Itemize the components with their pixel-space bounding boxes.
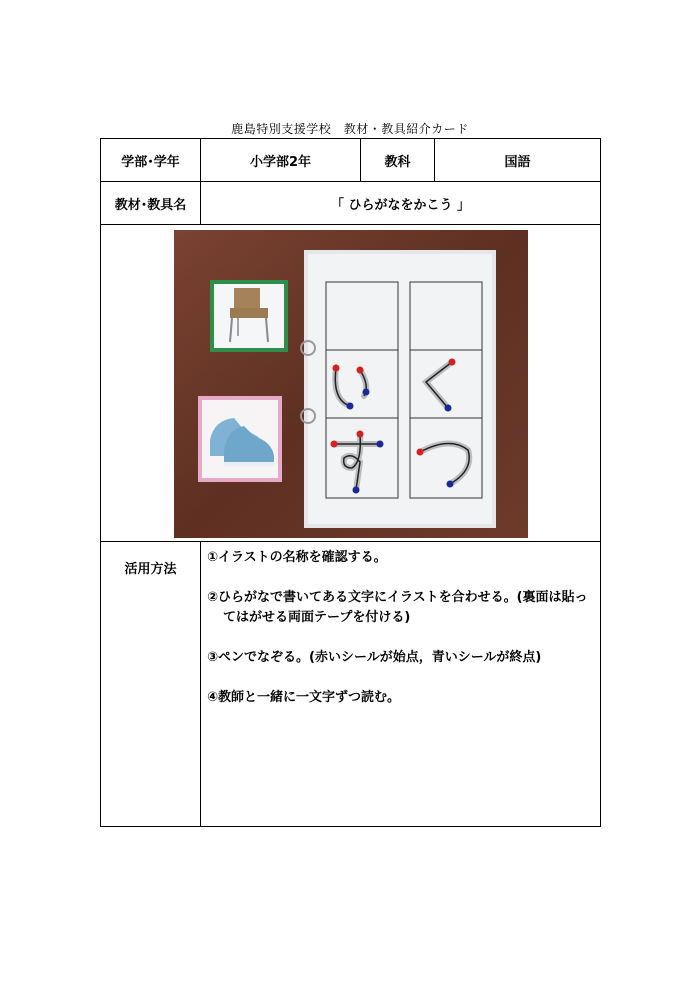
hiragana-tracing-binder-icon bbox=[301, 250, 496, 528]
subject-label: 教科 bbox=[361, 139, 435, 182]
grade-row bbox=[101, 139, 601, 182]
step-1 bbox=[207, 548, 594, 568]
photo-row bbox=[101, 225, 601, 542]
step-4-text: ④教師と一緒に一文字ずつ読む。 bbox=[207, 690, 401, 705]
method-label: 活用方法 bbox=[101, 542, 201, 827]
material-photo bbox=[174, 230, 528, 538]
material-label: 教材･教具名 bbox=[101, 182, 201, 225]
method-row bbox=[101, 542, 601, 827]
method-steps bbox=[201, 542, 601, 827]
chair-card-icon bbox=[210, 280, 288, 352]
step-3 bbox=[207, 648, 594, 668]
material-row bbox=[101, 182, 601, 225]
step-4 bbox=[207, 688, 594, 708]
photo-cell bbox=[101, 225, 601, 542]
grade-value: 小学部2年 bbox=[201, 139, 361, 182]
step-2-text: ②ひらがなで書いてある文字にイラストを合わせる。(裏面は貼っ bbox=[207, 590, 588, 605]
grade-label: 学部･学年 bbox=[101, 139, 201, 182]
material-card-table bbox=[100, 138, 601, 827]
step-3-text: ③ペンでなぞる。(赤いシールが始点，青いシールが終点) bbox=[207, 650, 542, 665]
shoes-card-icon bbox=[198, 396, 282, 482]
step-2-continuation: てはがせる両面テープを付ける) bbox=[223, 610, 411, 625]
step-2 bbox=[207, 588, 594, 628]
material-value: 「 ひらがなをかこう 」 bbox=[201, 182, 601, 225]
subject-value: 国語 bbox=[435, 139, 601, 182]
step-1-text: ①イラストの名称を確認する。 bbox=[207, 550, 387, 565]
material-photo-svg bbox=[174, 230, 528, 538]
page-title: 鹿島特別支援学校 教材・教具紹介カード bbox=[231, 122, 469, 136]
